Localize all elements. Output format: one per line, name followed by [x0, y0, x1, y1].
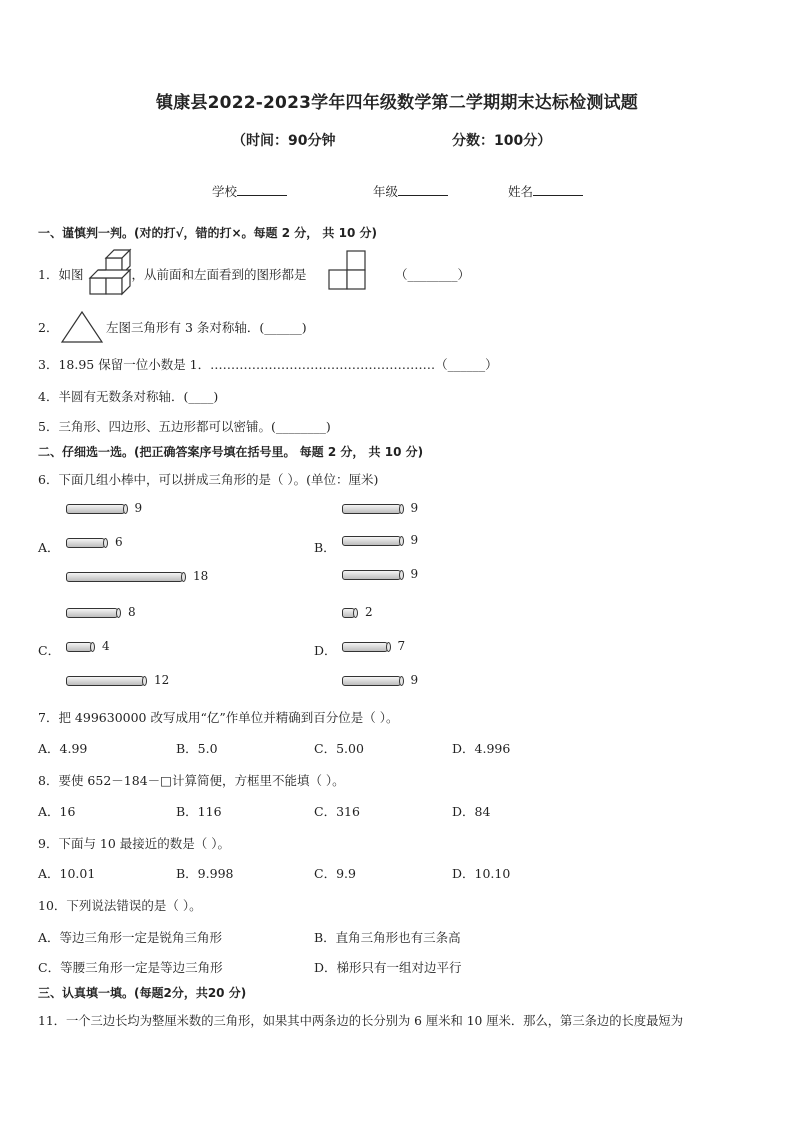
stick-b-1 [342, 504, 401, 514]
q7-option-a[interactable]: A．4.99 [38, 741, 88, 756]
q10-option-c[interactable]: C．等腰三角形一定是等边三角形 [38, 960, 223, 975]
grade-blank[interactable] [398, 183, 448, 196]
q10-option-d[interactable]: D．梯形只有一组对边平行 [314, 960, 462, 975]
q9-option-a[interactable]: A．10.01 [38, 866, 96, 881]
q9-option-d[interactable]: D．10.10 [452, 866, 511, 881]
section-heading-2: 二、仔细选一选。(把正确答案序号填在括号里。 每题 2 分， 共 10 分) [38, 445, 424, 459]
stick-length-a-1: 9 [134, 501, 143, 515]
stick-c-3 [66, 676, 144, 686]
section-heading-3: 三、认真填一填。(每题2分，共20 分) [38, 986, 247, 1000]
stick-c-1 [66, 608, 118, 618]
q1-mid: ，从前面和左面看到的图形都是 [131, 267, 307, 282]
q6-option-b[interactable]: B． [314, 540, 336, 555]
q1-prefix: 1．如图 [38, 267, 84, 282]
q8-option-a[interactable]: A．16 [38, 804, 76, 819]
stick-d-3 [342, 676, 401, 686]
question-2: 左图三角形有 3 条对称轴．(______) [106, 320, 307, 335]
question-8: 8．要使 652－184－□计算简便，方框里不能填（ ）。 [38, 773, 345, 788]
exam-score: 分数：100分） [452, 133, 552, 149]
page-title: 镇康县2022-2023学年四年级数学第二学期期末达标检测试题 [156, 93, 638, 113]
stick-length-c-3: 12 [154, 673, 170, 687]
stick-a-3 [66, 572, 183, 582]
question-4: 4．半圆有无数条对称轴．(____) [38, 389, 219, 404]
exam-time: （时间：90分钟 [232, 133, 336, 149]
q9-option-c[interactable]: C．9.9 [314, 866, 356, 881]
stick-d-1 [342, 608, 355, 618]
stick-length-d-3: 9 [410, 673, 419, 687]
q7-option-b[interactable]: B．5.0 [176, 741, 218, 756]
question-7: 7．把 499630000 改写成用“亿”作单位并精确到百分位是（ ）。 [38, 710, 399, 725]
stick-length-c-2: 4 [102, 639, 110, 653]
q1-paren: （________） [394, 267, 470, 282]
q8-option-d[interactable]: D．84 [452, 804, 491, 819]
question-3: 3．18.95 保留一位小数是 1．………………………………………………（______） [38, 357, 498, 372]
question-10: 10．下列说法错误的是（ ）。 [38, 898, 202, 913]
stick-length-a-3: 18 [193, 569, 209, 583]
triangle-figure [60, 310, 106, 344]
question-11: 11．一个三边长均为整厘米数的三角形，如果其中两条边的长分别为 6 厘米和 10 厘米．那么，第三条边的长度最短为 [38, 1014, 684, 1028]
stick-length-b-3: 9 [410, 567, 419, 581]
school-blank[interactable] [237, 183, 287, 196]
stick-length-b-1: 9 [410, 501, 419, 515]
stick-length-d-2: 7 [397, 639, 406, 653]
q8-option-c[interactable]: C．316 [314, 804, 360, 819]
q8-option-b[interactable]: B．116 [176, 804, 222, 819]
name-label: 姓名 [508, 184, 534, 199]
cube-solid-figure [86, 248, 134, 298]
q9-option-b[interactable]: B．9.998 [176, 866, 234, 881]
stick-length-a-2: 6 [115, 535, 123, 549]
grade-field [373, 182, 448, 200]
school-field [212, 182, 287, 200]
stick-c-2 [66, 642, 92, 652]
question-5: 5．三角形、四边形、五边形都可以密铺。(________) [38, 419, 331, 434]
q10-option-a[interactable]: A．等边三角形一定是锐角三角形 [38, 930, 223, 945]
stick-b-2 [342, 536, 401, 546]
section-heading-1: 一、谨慎判一判。(对的打√，错的打×。每题 2 分， 共 10 分) [38, 226, 377, 240]
stick-d-2 [342, 642, 388, 652]
q6-option-c[interactable]: C． [38, 643, 61, 658]
q7-option-c[interactable]: C．5.00 [314, 741, 364, 756]
q7-option-d[interactable]: D．4.996 [452, 741, 511, 756]
q10-option-b[interactable]: B．直角三角形也有三条高 [314, 930, 461, 945]
question-6: 6．下面几组小棒中，可以拼成三角形的是（ ）。(单位：厘米) [38, 472, 379, 487]
square-view-figure [328, 250, 368, 292]
school-label: 学校 [212, 184, 238, 199]
grade-label: 年级 [373, 184, 399, 199]
stick-length-d-1: 2 [365, 605, 373, 619]
stick-length-c-1: 8 [128, 605, 136, 619]
stick-length-b-2: 9 [410, 533, 419, 547]
q2-number: 2． [38, 320, 59, 335]
q6-option-d[interactable]: D． [314, 643, 337, 658]
q6-option-a[interactable]: A． [38, 540, 60, 555]
stick-b-3 [342, 570, 401, 580]
name-blank[interactable] [533, 183, 583, 196]
name-field [508, 182, 583, 200]
question-9: 9．下面与 10 最接近的数是（ ）。 [38, 836, 231, 851]
stick-a-1 [66, 504, 125, 514]
stick-a-2 [66, 538, 105, 548]
